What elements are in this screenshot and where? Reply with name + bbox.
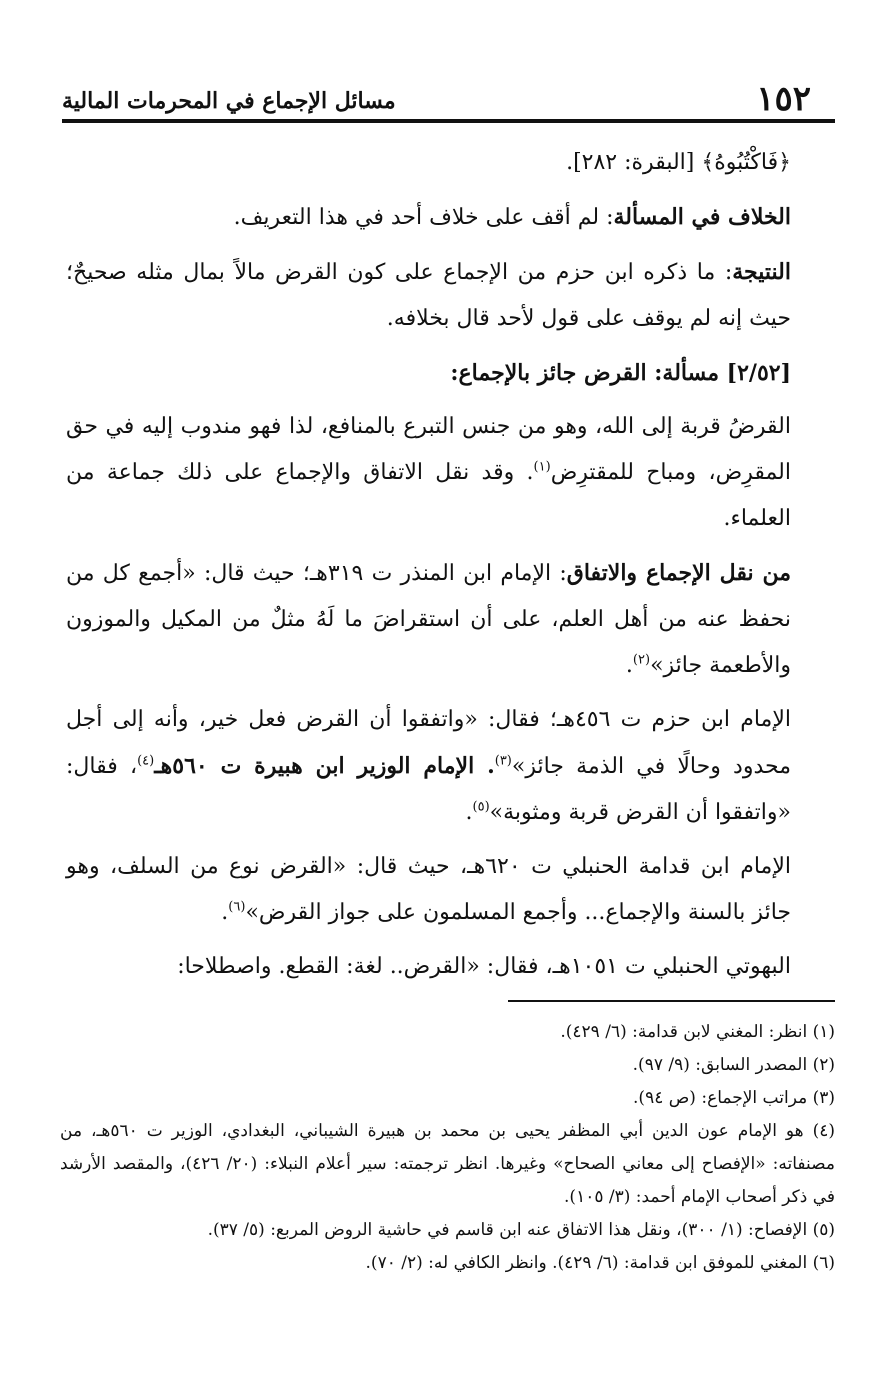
paragraph-4-text-a: الإمام ابن قدامة الحنبلي ت ٦٢٠هـ، حيث قال: «القرض نوع من السلف، وهو جائز بالسنة والإجماع... وأجمع المسلمون على جواز القرض» bbox=[66, 854, 791, 925]
khilaf-label: الخلاف في المسألة bbox=[613, 204, 791, 230]
page-header bbox=[62, 68, 811, 119]
khilaf-text: : لم أقف على خلاف أحد في هذا التعريف. bbox=[233, 205, 614, 230]
footnotes bbox=[60, 1016, 835, 1280]
quran-citation bbox=[66, 140, 791, 186]
page-number: ١٥٢ bbox=[756, 79, 811, 119]
main-text bbox=[66, 140, 791, 998]
result-paragraph bbox=[66, 249, 791, 342]
paragraph-2-text-a: : الإمام ابن المنذر ت ٣١٩هـ؛ حيث قال: «أجمع كل من نحفظ عنه من أهل العلم، على أن استقراضَ ما لَهُ مثلٌ من المكيل والموزون والأطعمة جائز» bbox=[66, 561, 791, 678]
footnote-ref-6: (٦) bbox=[228, 899, 246, 915]
paragraph-3-text-a: الإمام ابن حزم ت ٤٥٦هـ؛ فقال: «واتفقوا أن القرض فعل خير، وأنه إلى أجل محدود وحالًا في الذمة جائز» bbox=[66, 707, 791, 779]
paragraph-1-text-b: . وقد نقل الاتفاق والإجماع على ذلك جماعة من العلماء. bbox=[66, 460, 791, 531]
paragraph-3 bbox=[66, 697, 791, 836]
issue-heading: [٢/٥٢] مسألة: القرض جائز بالإجماع: bbox=[450, 360, 791, 386]
running-title: مسائل الإجماع في المحرمات المالية bbox=[62, 88, 396, 114]
paragraph-1 bbox=[66, 404, 791, 542]
header-rule bbox=[62, 119, 835, 123]
footnote-ref-5: (٥) bbox=[472, 799, 490, 815]
paragraph-3-text-c: . bbox=[465, 800, 473, 825]
footnote-5: (٥) الإفصاح: (١/ ٣٠٠)، ونقل هذا الاتفاق عنه ابن قاسم في حاشية الروض المربع: (٥/ ٣٧). bbox=[207, 1220, 835, 1240]
footnote-3: (٣) مراتب الإجماع: (ص ٩٤). bbox=[633, 1088, 835, 1108]
footnote-ref-2: (٢) bbox=[632, 652, 651, 668]
footnote-1: (١) انظر: المغني لابن قدامة: (٦/ ٤٢٩). bbox=[560, 1022, 835, 1042]
footnote-ref-3: (٣) bbox=[494, 753, 512, 769]
result-text: : ما ذكره ابن حزم من الإجماع على كون القرض مالاً بمال مثله صحيحٌ؛ حيث إنه لم يوقف على قول لأحد قال بخلافه. bbox=[66, 260, 791, 331]
paragraph-2 bbox=[66, 550, 791, 689]
paragraph-4-text-b: . bbox=[221, 900, 229, 925]
paragraph-1-text-a: القرضُ قربة إلى الله، وهو من جنس التبرع بالمنافع، لذا فهو مندوب إليه في حق المقرِض، ومباح للمقترِض bbox=[66, 414, 791, 485]
khilaf-paragraph bbox=[66, 194, 791, 241]
paragraph-2-text-b: . bbox=[625, 653, 633, 678]
result-label: النتيجة bbox=[732, 259, 791, 285]
footnote-ref-1: (١) bbox=[533, 459, 551, 475]
paragraph-5: البهوتي الحنبلي ت ١٠٥١هـ، فقال: «القرض.. لغة: القطع. واصطلاحا: bbox=[177, 954, 791, 979]
paragraph-3-bold: . الإمام الوزير ابن هبيرة ت ٥٦٠هـ bbox=[154, 753, 495, 779]
paragraph-4 bbox=[66, 844, 791, 936]
footnote-ref-4: (٤) bbox=[137, 753, 155, 769]
footnote-2: (٢) المصدر السابق: (٩/ ٩٧). bbox=[632, 1055, 835, 1075]
footnote-6: (٦) المغني للموفق ابن قدامة: (٦/ ٤٢٩). وانظر الكافي له: (٢/ ٧٠). bbox=[365, 1253, 835, 1273]
footnote-4: (٤) هو الإمام عون الدين أبي المظفر يحيى بن محمد بن هبيرة الشيباني، البغدادي، الوزير ت ٥٦٠هـ، من مصنفاته: «الإفصاح إلى معاني الصحاح» وغيرها. انظر ترجمته: سير أعلام النبلاء: (٢٠/ ٤٢٦)، والمقصد الأرشد في ذكر أصحاب الإمام أحمد: (٣/ ١٠٥). bbox=[60, 1121, 835, 1207]
quran-citation-text: ﴿فَاكْتُبُوهُ﴾ [البقرة: ٢٨٢]. bbox=[566, 150, 791, 175]
paragraph-3-text-b: ، فقال: «واتفقوا أن القرض قربة ومثوبة» bbox=[66, 754, 791, 825]
paragraph-2-label: من نقل الإجماع والاتفاق bbox=[566, 560, 791, 586]
footnote-rule bbox=[508, 1000, 835, 1002]
